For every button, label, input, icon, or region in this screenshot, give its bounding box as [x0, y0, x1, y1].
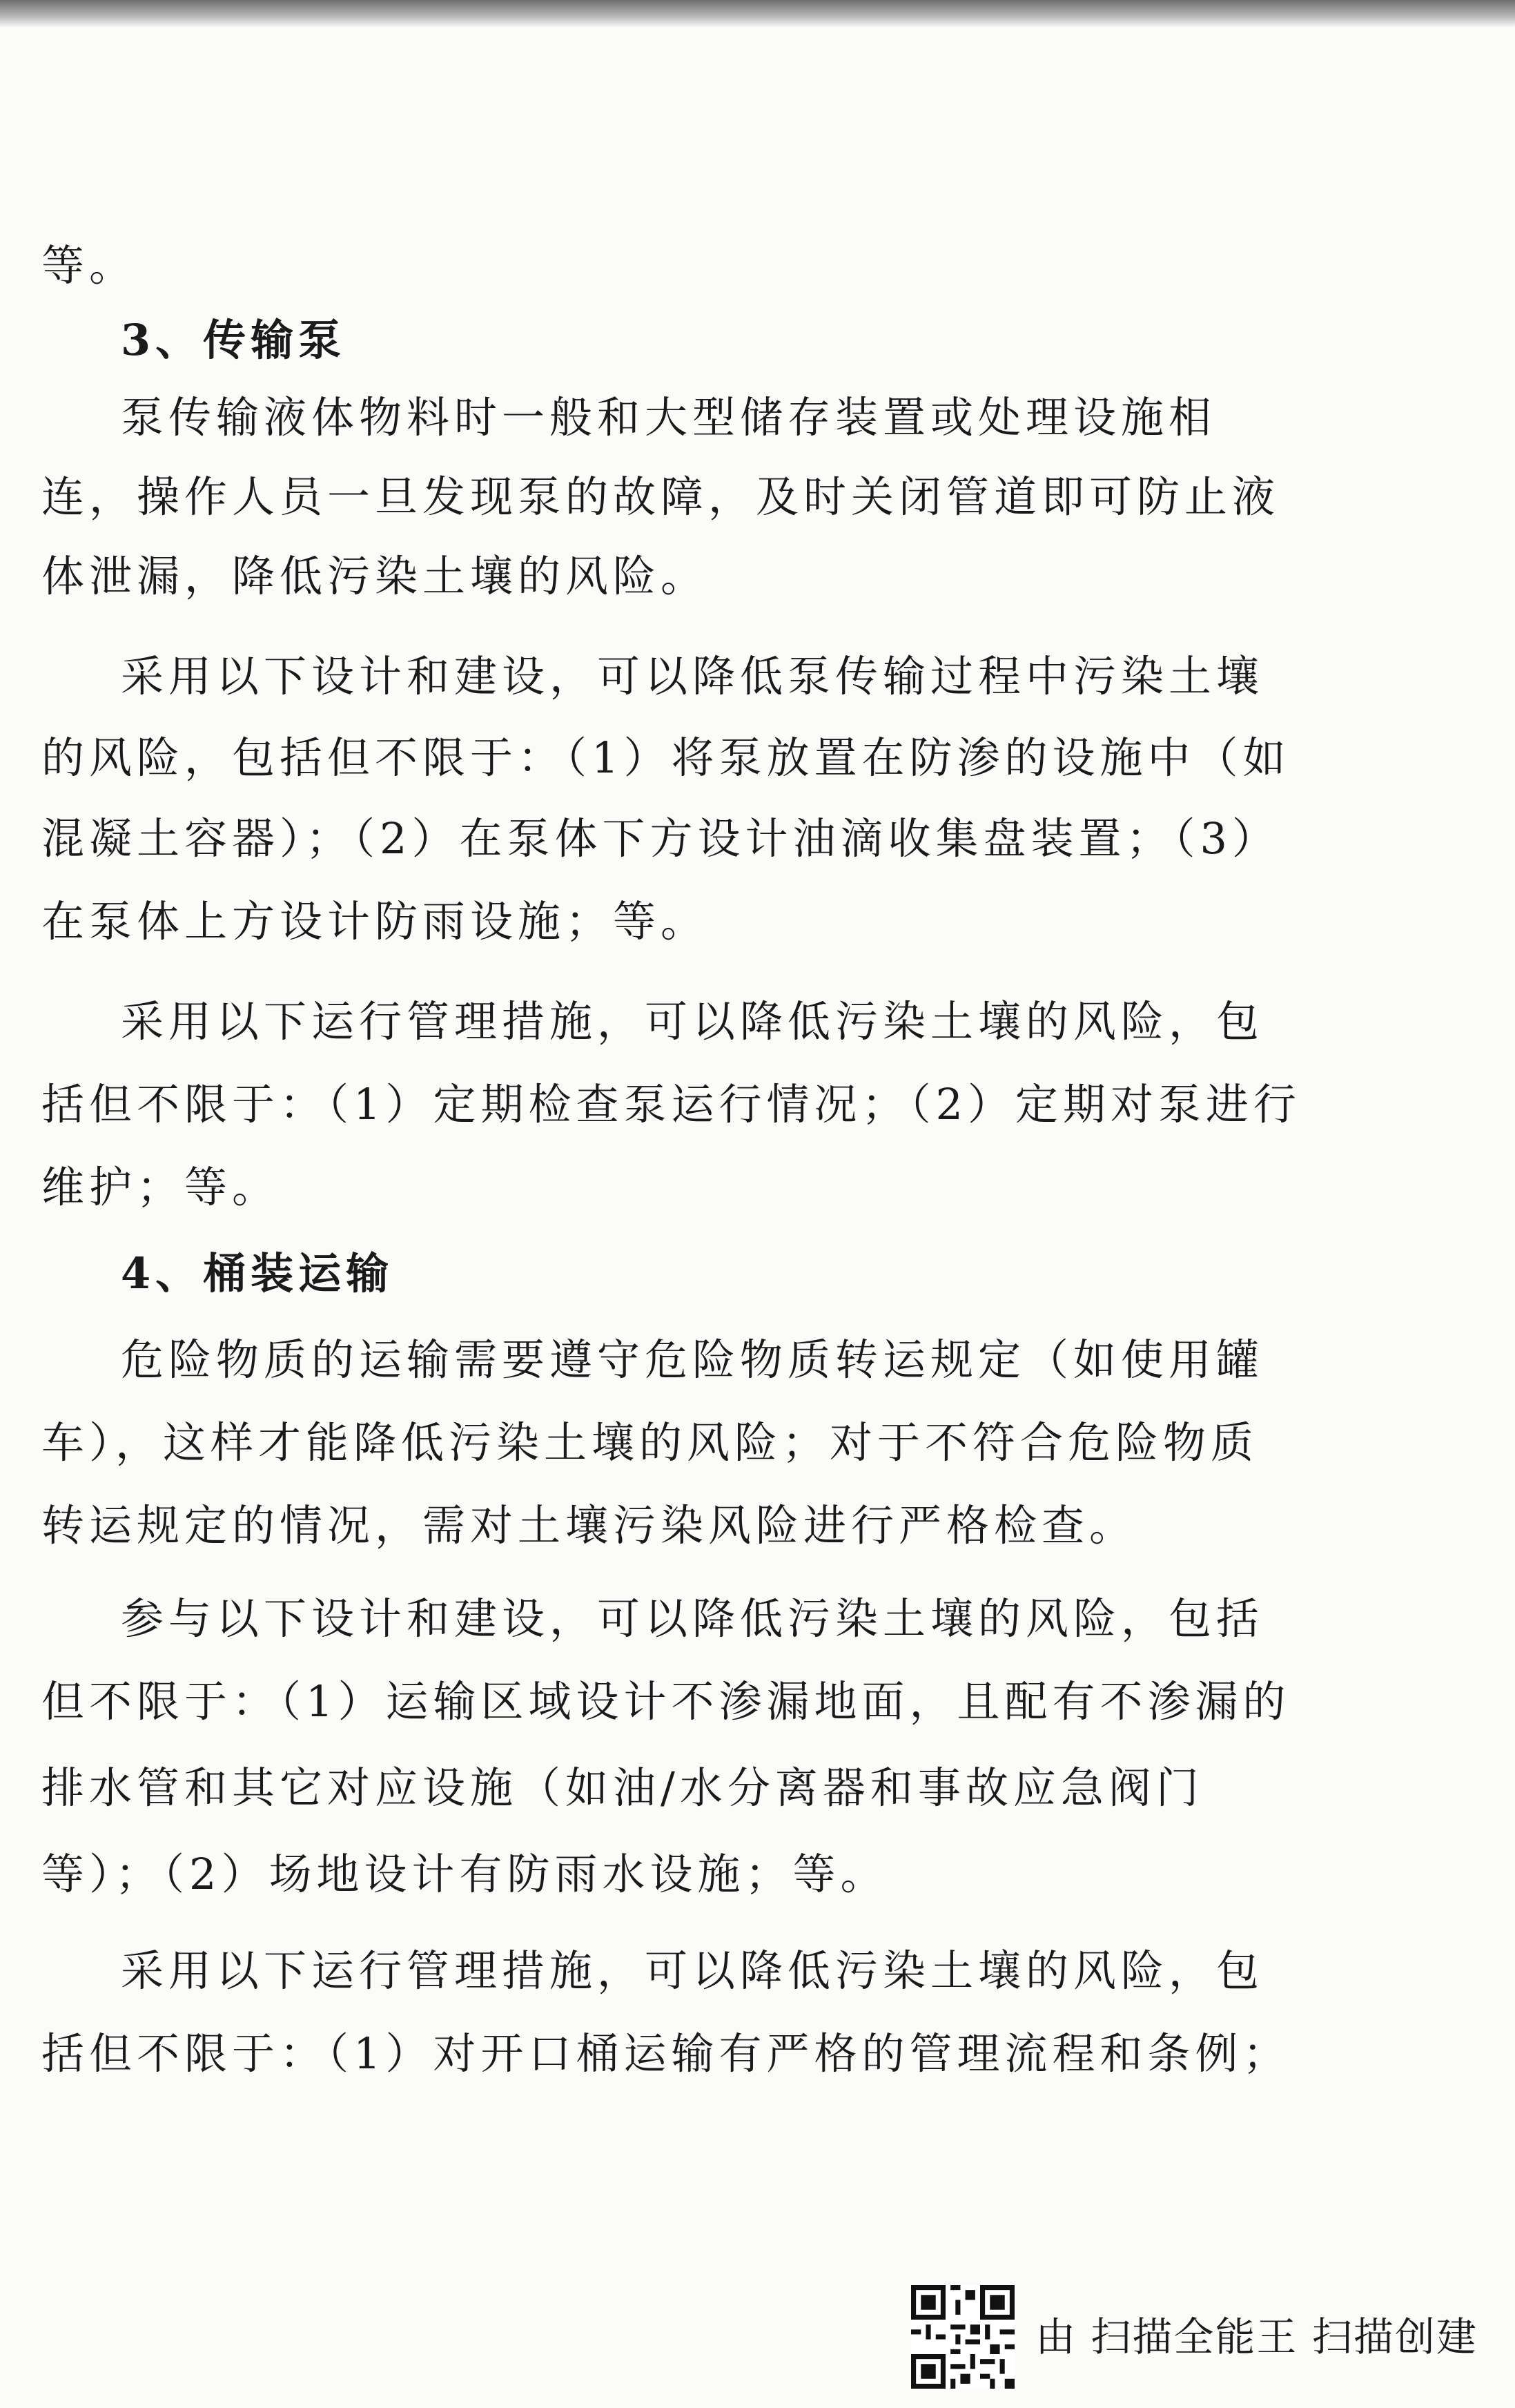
text-line: 维护；等。	[41, 1162, 280, 1212]
text-line: 采用以下运行管理措施，可以降低污染土壤的风险，包	[121, 996, 1264, 1047]
text-line: 等。	[41, 240, 137, 291]
text-line: 参与以下设计和建设，可以降低污染土壤的风险，包括	[121, 1593, 1264, 1644]
text-line: 危险物质的运输需要遵守危险物质转运规定（如使用罐	[121, 1334, 1264, 1385]
text-line: 转运规定的情况，需对土壤污染风险进行严格检查。	[41, 1500, 1137, 1551]
text-line: 的风险，包括但不限于：（1）将泵放置在防渗的设施中（如	[41, 732, 1291, 783]
section-heading-barrel: 4、桶装运输	[121, 1248, 394, 1299]
watermark-text: 由 扫描全能王 扫描创建	[1035, 2313, 1478, 2360]
text-line: 括但不限于：（1）对开口桶运输有严格的管理流程和条例；	[41, 2028, 1291, 2079]
text-line: 采用以下运行管理措施，可以降低污染土壤的风险，包	[121, 1945, 1264, 1996]
text-line: 体泄漏，降低污染土壤的风险。	[41, 551, 709, 601]
text-line: 连，操作人员一旦发现泵的故障，及时关闭管道即可防止液	[41, 472, 1280, 522]
scanner-watermark	[911, 2278, 1505, 2396]
qr-code-icon	[911, 2285, 1015, 2389]
scan-edge-shadow	[0, 0, 1515, 28]
section-heading-pump: 3、传输泵	[121, 315, 346, 365]
text-line: 等）；（2）场地设计有防雨水设施；等。	[41, 1849, 888, 1899]
text-line: 采用以下设计和建设，可以降低泵传输过程中污染土壤	[121, 651, 1264, 701]
text-line: 在泵体上方设计防雨设施；等。	[41, 896, 709, 946]
text-line: 泵传输液体物料时一般和大型储存装置或处理设施相	[121, 392, 1217, 443]
text-line: 但不限于：（1）运输区域设计不渗漏地面，且配有不渗漏的	[41, 1676, 1291, 1727]
text-line: 混凝土容器）；（2）在泵体下方设计油滴收集盘装置；（3）	[41, 813, 1280, 864]
text-line: 排水管和其它对应设施（如油/水分离器和事故应急阀门	[41, 1763, 1204, 1813]
text-line: 括但不限于：（1）定期检查泵运行情况；（2）定期对泵进行	[41, 1079, 1301, 1129]
text-line: 车），这样才能降低污染土壤的风险；对于不符合危险物质	[41, 1417, 1259, 1468]
